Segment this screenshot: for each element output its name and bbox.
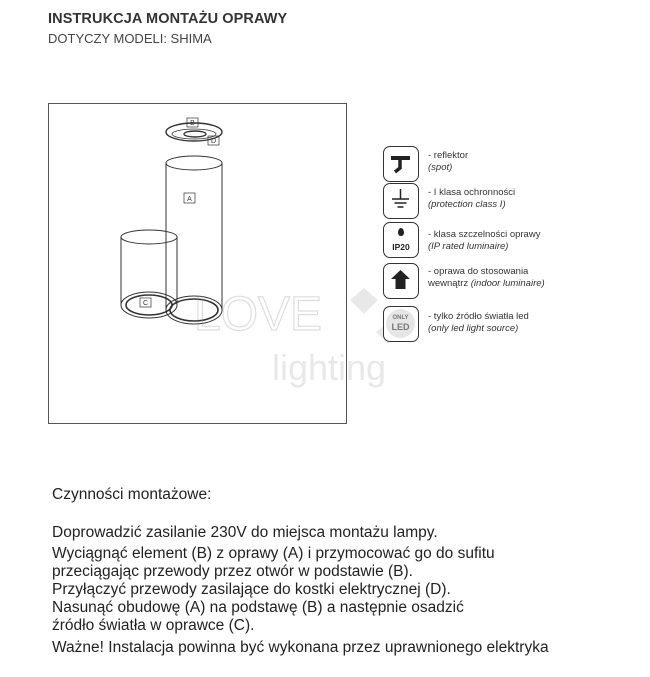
legend-protection-class-icon [383,183,419,219]
spot-top-ellipse [121,230,177,244]
water-drop-icon [398,228,404,236]
ip20-badge: IP20 [392,242,410,252]
instructions-heading: Czynności montażowe: [52,486,212,503]
label-a: A [187,196,192,203]
legend-ip20-icon [383,222,419,258]
instruction-line: przeciągając przewody przez otwór w podstawie (B). [52,563,413,580]
important-note: Ważne! Instalacja powinna być wykonana przez uprawnionego elektryka [52,639,549,656]
legend-ip-text: - klasa szczelności oprawy (IP rated luminaire) [428,229,541,252]
instruction-line: Nasunąć obudowę (A) na podstawę (B) a następnie osadzić [52,599,464,616]
legend-spot-text: - reflektor (spot) [428,150,469,173]
legend-only-led-text: - tylko źródło światła led (only led light source) [428,311,529,334]
instruction-line: Przyłączyć przewody zasilające do kostki elektrycznej (D). [52,581,451,598]
watermark-love: LOVE [194,288,323,341]
housing-top-ellipse [166,156,222,170]
legend-only-led-icon [383,306,419,342]
instruction-line: źródło światła w oprawce (C). [52,617,255,634]
legend-spotlight-icon [383,146,419,182]
legend-protection-class-text: - I klasa ochronności (protection class I) [428,187,516,210]
legend-indoor-icon [383,263,419,299]
label-b: B [190,120,195,127]
document-title: INSTRUKCJA MONTAŻU OPRAWY [48,11,288,27]
label-c: C [142,300,149,307]
terminal-block [184,131,206,137]
legend-indoor-text: - oprawa do stosowania wewnątrz (indoor luminaire) [428,266,545,289]
spot-bottom-outer [121,292,177,318]
only-led-badge-bottom: LED [391,322,410,332]
instruction-line: Wyciągnąć element (B) z oprawy (A) i przymocować go do sufitu [52,545,495,562]
instruction-line: Doprowadzić zasilanie 230V do miejsca montażu lampy. [52,524,438,541]
label-d: D [210,138,217,145]
only-led-badge-top: ONLY [392,315,409,321]
model-subtitle: DOTYCZY MODELI: SHIMA [48,31,212,46]
watermark-lighting: lighting [272,347,387,388]
lamp-diagram [48,103,347,424]
